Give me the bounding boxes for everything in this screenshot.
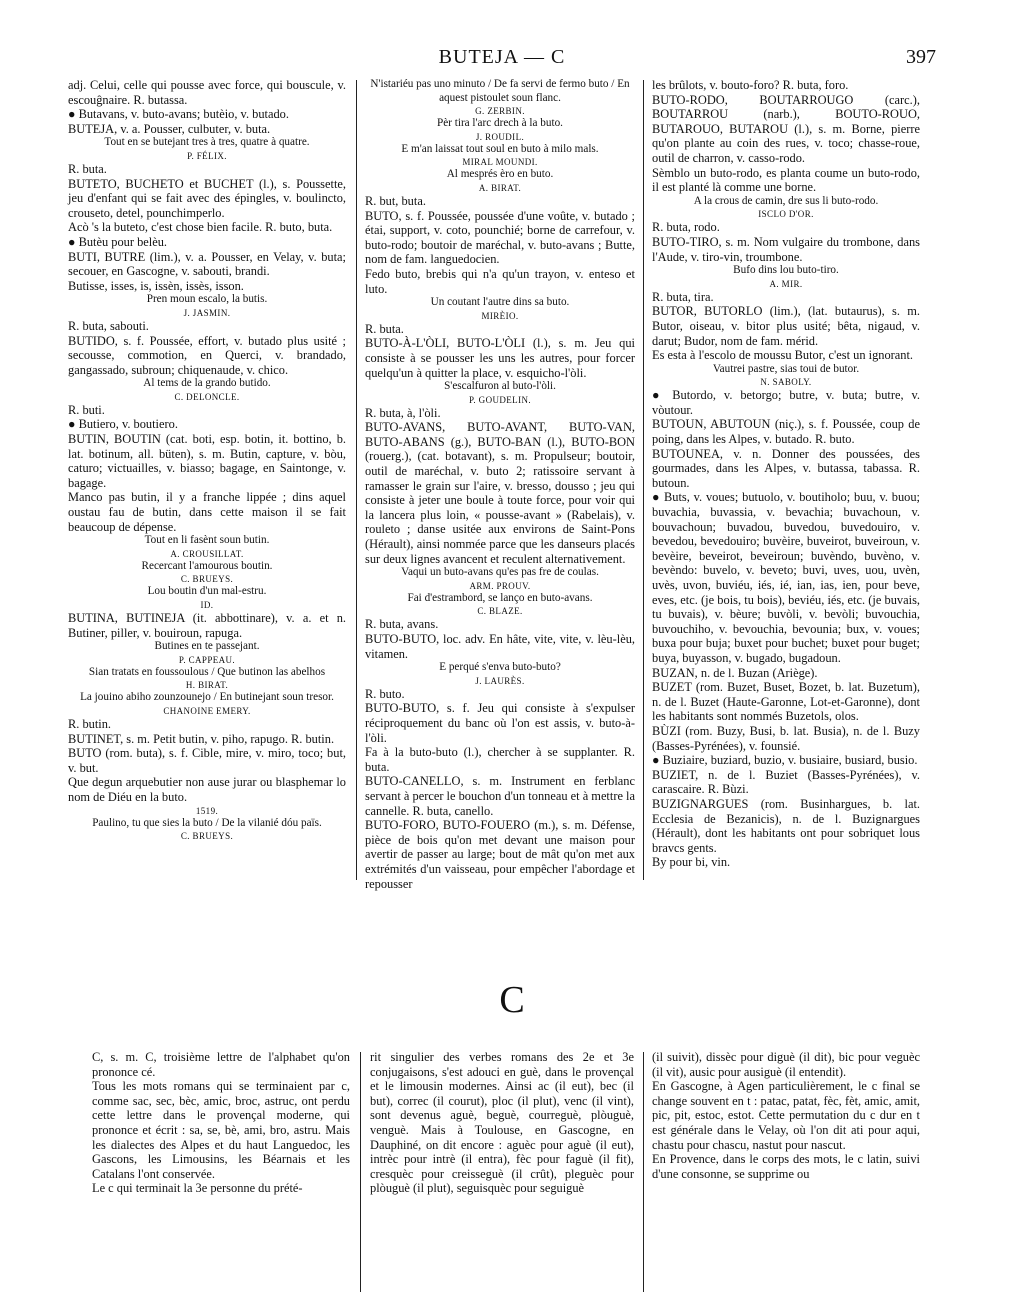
dictionary-entry: BUTETO, BUCHETO et BUCHET (l.), s. Poussette, jeu d'enfant qui se fait avec des épingles, v. boulincto, crouseto, detel, pounchimperlo. (68, 176, 346, 220)
section-letter: C (499, 979, 525, 1021)
quotation-source: G. ZERBIN. (475, 106, 525, 117)
quotation: Un coutant l'autre dins sa buto. (430, 296, 570, 309)
dictionary-entry: BUZET (rom. Buzet, Buset, Bozet, b. lat. Buzetum), n. de l. Buzet (Haute-Garonne, Lot-et-Garonne), dont les habitants sont nommés Buzetols, olos. (652, 680, 920, 724)
quotation: Bufo dins lou buto-tiro. (733, 264, 839, 277)
quotation-source: C. DELONCLE. (174, 391, 240, 402)
column-1 (68, 78, 346, 842)
quotation: Pren moun escalo, la butis. (146, 293, 268, 306)
quotation: Butines en te passejant. (154, 640, 260, 653)
column-divider (356, 80, 357, 880)
dictionary-entry: BUZIET, n. de l. Buziet (Basses-Pyrénées), v. carascaire. R. Bùzi. (652, 767, 920, 797)
column-divider (360, 1052, 361, 1292)
quotation-source: N. SABOLY. (760, 377, 812, 388)
dictionary-entry: R. buta, sabouti. (68, 318, 149, 333)
quotation: Tout en se butejant tres à tres, quatre à quatre. (104, 136, 310, 149)
dictionary-entry: R. but, buta. (365, 193, 426, 208)
dictionary-entry: Manco pas butin, il y a franche lippée ; dins aquel oustau fau de butin, dans cette maison il se fait beaucoup de dépense. (68, 490, 346, 534)
running-title: BUTEJA — C (438, 46, 566, 68)
quotation-source: P. CAPPEAU. (178, 654, 236, 665)
dictionary-entry: Le c qui terminait la 3e personne du prété- (92, 1181, 303, 1196)
dictionary-entry: BUZIGNARGUES (rom. Businhargues, b. lat. Ecclesia de Bezanicis), n. de l. Buzignargues (Hérault), dont les habitants ont pour sobriquet lous bravcs gents. (652, 796, 920, 855)
dictionary-entry: ● Butiero, v. boutiero. (68, 417, 178, 432)
dictionary-entry: (il suivit), dissèc pour diguè (il dit), bic pour veguèc (il vit), ausic pour ausiguè (il entendit). (652, 1050, 920, 1079)
dictionary-entry: BUTO-AVANS, BUTO-AVANT, BUTO-VAN, BUTO-ABANS (g.), BUTO-BAN (l.), BUTO-BON (rouerg.), (cat. botavant), s. m. Propulseur; boutoir, outil de maréchal, v. buto 2; ratissoire servant à ramasser le grain sur l'aire, v. bresso, dousso ; jeu qui consiste à jeter une boule à toute force, pour voir qui la lancera plus loin, « pousse-avant » (Rabelais), v. rouleto ; danse usitée aux environs de Saint-Pons (Hérault), ainsi nommée parce que les danseurs placés sur deux lignes avancent et reculent alternativement. (365, 420, 635, 566)
quotation-source: 1519. (195, 805, 219, 816)
quotation: Fai d'estrambord, se lanço en buto-avans. (407, 591, 593, 604)
quotation-source: ID. (200, 600, 214, 610)
dictionary-entry: En Gascogne, à Agen particulièrement, le c final se change souvent en t : patac, patat, fèc, fèt, amic, amit, pic, pit, estoc, estot. Cette permutation du c dur en t est générale dans le Velay, où l'on dit ati pour aqui, chastu pour chascu, nastut pour nascut. (652, 1079, 920, 1152)
quotation: Al mesprés èro en buto. (446, 168, 554, 181)
quotation-source: CHANOINE EMERY. (163, 705, 251, 716)
dictionary-entry: Fa à la buto-buto (l.), chercher à se supplanter. R. buta. (365, 745, 635, 774)
dictionary-entry: BÙZI (rom. Buzy, Busi, b. lat. Busia), n. de l. Buzy (Basses-Pyrénées), v. founsié. (652, 723, 920, 753)
quotation: A la crous de camin, dre sus li buto-rodo. (693, 194, 879, 207)
quotation-source: ARM. PROUV. (469, 580, 531, 591)
dictionary-entry: R. buta. (68, 161, 107, 176)
dictionary-entry: R. buta. (365, 321, 404, 336)
dictionary-entry: ● Butavans, v. buto-avans; butèio, v. butado. (68, 107, 289, 122)
dictionary-entry: les brûlots, v. bouto-foro? R. buta, foro. (652, 78, 849, 92)
dictionary-entry: ● Buziaire, buziard, buzio, v. busiaire, busiard, busio. (652, 753, 918, 768)
dictionary-entry: BUTINA, BUTINEJA (it. abbottinare), v. a. et n. Butiner, piller, v. bouiroun, rapuga. (68, 611, 346, 640)
quotation-source: ISCLO D'OR. (758, 209, 814, 220)
quotation-source: J. ROUDIL. (475, 131, 525, 142)
dictionary-entry: Tous les mots romans qui se terminaient par c, comme sac, sec, bèc, amic, broc, astruc, ont perdu cette lettre dans le provençal moderne, qui prononce et écrit : sa, se, bè, ami, bro, astru. Mais les dialectes des Alpes et du haut Languedoc, les Gascons, les Limousins, les Béarnais et les Catalans l'ont conservée. (92, 1079, 350, 1181)
dictionary-entry: BUTOUN, ABUTOUN (niç.), s. f. Poussée, coup de poing, dans les Alpes, v. butado. R. buto. (652, 417, 920, 447)
page-number: 397 (906, 46, 936, 68)
column-2 (365, 78, 635, 891)
dictionary-entry: BUTIDO, s. f. Poussée, effort, v. butado plus usité ; secousse, commotion, en Querci, v. brandado, gangassado, subroun; chiquenaude, v. chico. (68, 333, 346, 377)
dictionary-entry: BUTO (rom. buta), s. f. Cible, mire, v. miro, toco; but, v. but. (68, 746, 346, 775)
quotation: Vaqui un buto-avans qu'es pas fre de coulas. (401, 566, 599, 579)
dictionary-entry: R. buta, avans. (365, 617, 439, 632)
section-c-column-1 (92, 1050, 350, 1196)
dictionary-entry: Es esta à l'escolo de moussu Butor, c'est un ignorant. (652, 348, 914, 363)
dictionary-entry: R. buta, tira. (652, 289, 714, 304)
section-c-column-3 (652, 1050, 920, 1181)
quotation-source: J. LAURÈS. (475, 675, 525, 686)
quotation: N'istariéu pas uno minuto / De fa servi de fermo buto / En aquest pistoulet soun flanc. (370, 78, 630, 104)
dictionary-entry: R. buta, à, l'òli. (365, 405, 441, 420)
quotation-source: A. CROUSILLAT. (170, 548, 244, 559)
dictionary-entry: BUTEJA, v. a. Pousser, culbuter, v. buta. (68, 121, 271, 136)
dictionary-entry: R. buta, rodo. (652, 220, 720, 235)
dictionary-entry: BUTO-BUTO, loc. adv. En hâte, vite, vite, v. lèu-lèu, vitamen. (365, 632, 635, 661)
dictionary-entry: By pour bi, vin. (652, 855, 731, 870)
dictionary-entry: BUTINET, s. m. Petit butin, v. piho, rapugo. R. butin. (68, 731, 335, 746)
dictionary-entry: Butisse, isses, is, issèn, issès, isson. (68, 278, 244, 293)
dictionary-entry: R. buti. (68, 402, 105, 417)
dictionary-entry: BUTO-À-L'ÒLI, BUTO-L'ÒLI (l.), s. m. Jeu qui consiste à se pousser les uns les autres, pour forcer quelqu'un à quitter la place, v. esquicho-l'òli. (365, 336, 635, 380)
quotation: E m'an laissat tout soul en buto à milo mals. (401, 142, 599, 155)
dictionary-entry: BUZAN, n. de l. Buzan (Ariège). (652, 665, 818, 680)
quotation-source: C. BRUEYS. (180, 574, 234, 585)
dictionary-entry: BUTO-TIRO, s. m. Nom vulgaire du trombone, dans l'Aude, v. tiro-vin, troumbone. (652, 234, 920, 264)
quotation-source: MIRAL MOUNDI. (462, 157, 538, 168)
quotation-source: H. BIRAT. (185, 680, 229, 691)
quotation-source: A. BIRAT. (478, 182, 522, 193)
dictionary-entry: BUTO-CANELLO, s. m. Instrument en ferblanc servant à percer le bouchon d'un tonneau et à mettre la cannelle. R. buta, canello. (365, 774, 635, 818)
dictionary-entry: Sèmblo un buto-rodo, es planta coume un buto-rodo, il est planté là comme une borne. (652, 165, 920, 195)
dictionary-entry: ● Buts, v. voues; butuolo, v. boutiholo; buu, v. buou; buvachia, buvassia, v. bevachia; buvachoun, v. bouvachoun; buvadou, buvedou, buvedouiro, v. bevedou, bevedouiro; buvèire, buveirot, buveiroun, v. bevèire, beveirot, beveiroun; buvèndo, buvèno, v. bevèndo: buvelo, v. beveto; buvi, uves, uou, uvèn, uvès, uvon, buviéu, iés, ié, ian, ias, ien, pour beve, eves, etc. (je bois, tu bois), beviéu, iés, etc. (je buvais, tu buvais), v. bèure; buvòli, v. bevòli; buvouchia, buvouchiho, v. bevouchia, bevounia; bux, v. voues; buxa pour buja; buxet pour buchet; buxet pour buget; buya, buyasson, v. bugado, bugadoun. (652, 490, 920, 665)
quotation-source: J. JASMIN. (183, 307, 231, 318)
dictionary-entry: ● Butèu pour belèu. (68, 234, 168, 249)
column-3 (652, 78, 920, 870)
dictionary-entry: ● Butordo, v. betorgo; butre, v. buta; butre, v. vòutour. (652, 388, 920, 417)
quotation: Sian tratats en foussoulous / Que butinon las abelhos (88, 665, 326, 678)
dictionary-entry: BUTIN, BOUTIN (cat. boti, esp. botin, it. bottino, b. lat. botinum, all. büten), s. m. Butin, capture, v. bòu, caturo; victuailles, v. biasso; bagage, en Saintonge, v. bagage. (68, 432, 346, 490)
section-c-column-2 (370, 1050, 634, 1196)
quotation: Tout en li fasènt soun butin. (144, 534, 270, 547)
dictionary-entry: BUTO-BUTO, s. f. Jeu qui consiste à s'expulser réciproquement du banc où l'on est assis, v. buto-à-l'òli. (365, 701, 635, 745)
dictionary-entry: BUTO, s. f. Poussée, poussée d'une voûte, v. butado ; étai, support, v. coto, pounchié; borne de carrefour, v. buto-rodo; boutoir de maréchal, v. buto-avans ; Butte, nom de fam. languedocien. (365, 208, 635, 267)
page-header (68, 46, 936, 76)
quotation: Pèr tira l'arc drech à la buto. (437, 117, 563, 130)
dictionary-entry: Acò 's la buteto, c'est chose bien facile. R. buto, buta. (68, 220, 333, 235)
dictionary-entry: rit singulier des verbes romans des 2e et 3e conjugaisons, s'est adouci en guè, dans le provençal et le limousin modernes. Ainsi ac (il eut), bec (il but), correc (il courut), ploc (il plut), venc (il vint), sont devenus aguè, beguè, courreguè, plòuguè, venguè. Mais à Toulouse, en Gascogne, en Dauphiné, on dit encore : aguèc pour aguè (il eut), intrèc pour intrè (il entra), fèc pour faguè (il fit), cresquèc pour creisseguè (il crût), pleguèc pour plòuguè (il plut), seguisquèc pour seguiguè (370, 1050, 634, 1196)
dictionary-entry: BUTOR, BUTORLO (lim.), (lat. butaurus), s. m. Butor, oiseau, v. bitor plus usité; bêta, nigaud, v. darut; Budor, nom de fam. mérid. (652, 304, 920, 348)
quotation-source: C. BLAZE. (477, 606, 523, 617)
dictionary-entry: R. butin. (68, 716, 112, 731)
quotation-source: MIRÈIO. (481, 310, 519, 321)
column-divider (643, 80, 644, 880)
quotation: Recercant l'amourous boutin. (141, 559, 273, 572)
column-divider (643, 1052, 644, 1292)
quotation-source: A. MIR. (769, 278, 803, 289)
quotation-source: P. FÉLIX. (187, 150, 227, 161)
quotation: Lou boutin d'un mal-estru. (147, 585, 267, 598)
dictionary-entry: R. buto. (365, 686, 405, 701)
dictionary-entry: Fedo buto, brebis qui n'a qu'un trayon, v. enteso et luto. (365, 266, 635, 296)
quotation: Al tems de la grando butido. (143, 377, 271, 390)
quotation-source: P. GOUDELIN. (468, 394, 532, 405)
dictionary-entry: En Provence, dans le corps des mots, le c latin, suivi d'une consonne, se supprime ou (652, 1152, 920, 1181)
dictionary-entry: BUTO-RODO, BOUTARROUGO (carc.), BOUTARROU (narb.), BOUTO-ROUO, BUTAROUO, BUTAROU (l.), s. m. Borne, pierre qu'on plante au coin des rues, v. toco; chasse-roue, outil de charron, v. casso-rodo. (652, 92, 920, 165)
dictionary-entry: adj. Celui, celle qui pousse avec force, qui bouscule, v. escouĝnaire. R. butassa. (68, 78, 346, 107)
dictionary-entry: C, s. m. C, troisième lettre de l'alphabet qu'on prononce cé. (92, 1050, 350, 1079)
quotation: S'escalfuron al buto-l'òli. (444, 380, 556, 393)
dictionary-entry: BUTO-FORO, BUTO-FOUERO (m.), s. m. Défense, pièce de bois qu'on met devant une maison pour avertir de passer au large; bout de mât qu'on met aux extrémités d'un vaisseau, pour empêcher l'abordage et repousser (365, 818, 635, 891)
dictionary-entry: BUTOUNEA, v. n. Donner des poussées, des gourmades, dans les Alpes, v. butassa, tabassa. R. butoun. (652, 446, 920, 490)
dictionary-entry: BUTI, BUTRE (lim.), v. a. Pousser, en Velay, v. buta; secouer, en Gascogne, v. sabouti, brandi. (68, 249, 346, 279)
quotation: Vautrei pastre, sias toui de butor. (712, 362, 860, 375)
quotation: Paulino, tu que sies la buto / De la vilanié dóu païs. (92, 816, 322, 829)
quotation-source: C. BRUEYS. (180, 831, 234, 842)
quotation: La jouino abiho zounzounejo / En butinejant soun tresor. (80, 691, 334, 704)
quotation: E perqué s'enva buto-buto? (439, 661, 561, 674)
dictionary-entry: Que degun arquebutier non ause jurar ou blasphemar lo nom de Diéu en la buto. (68, 775, 346, 804)
